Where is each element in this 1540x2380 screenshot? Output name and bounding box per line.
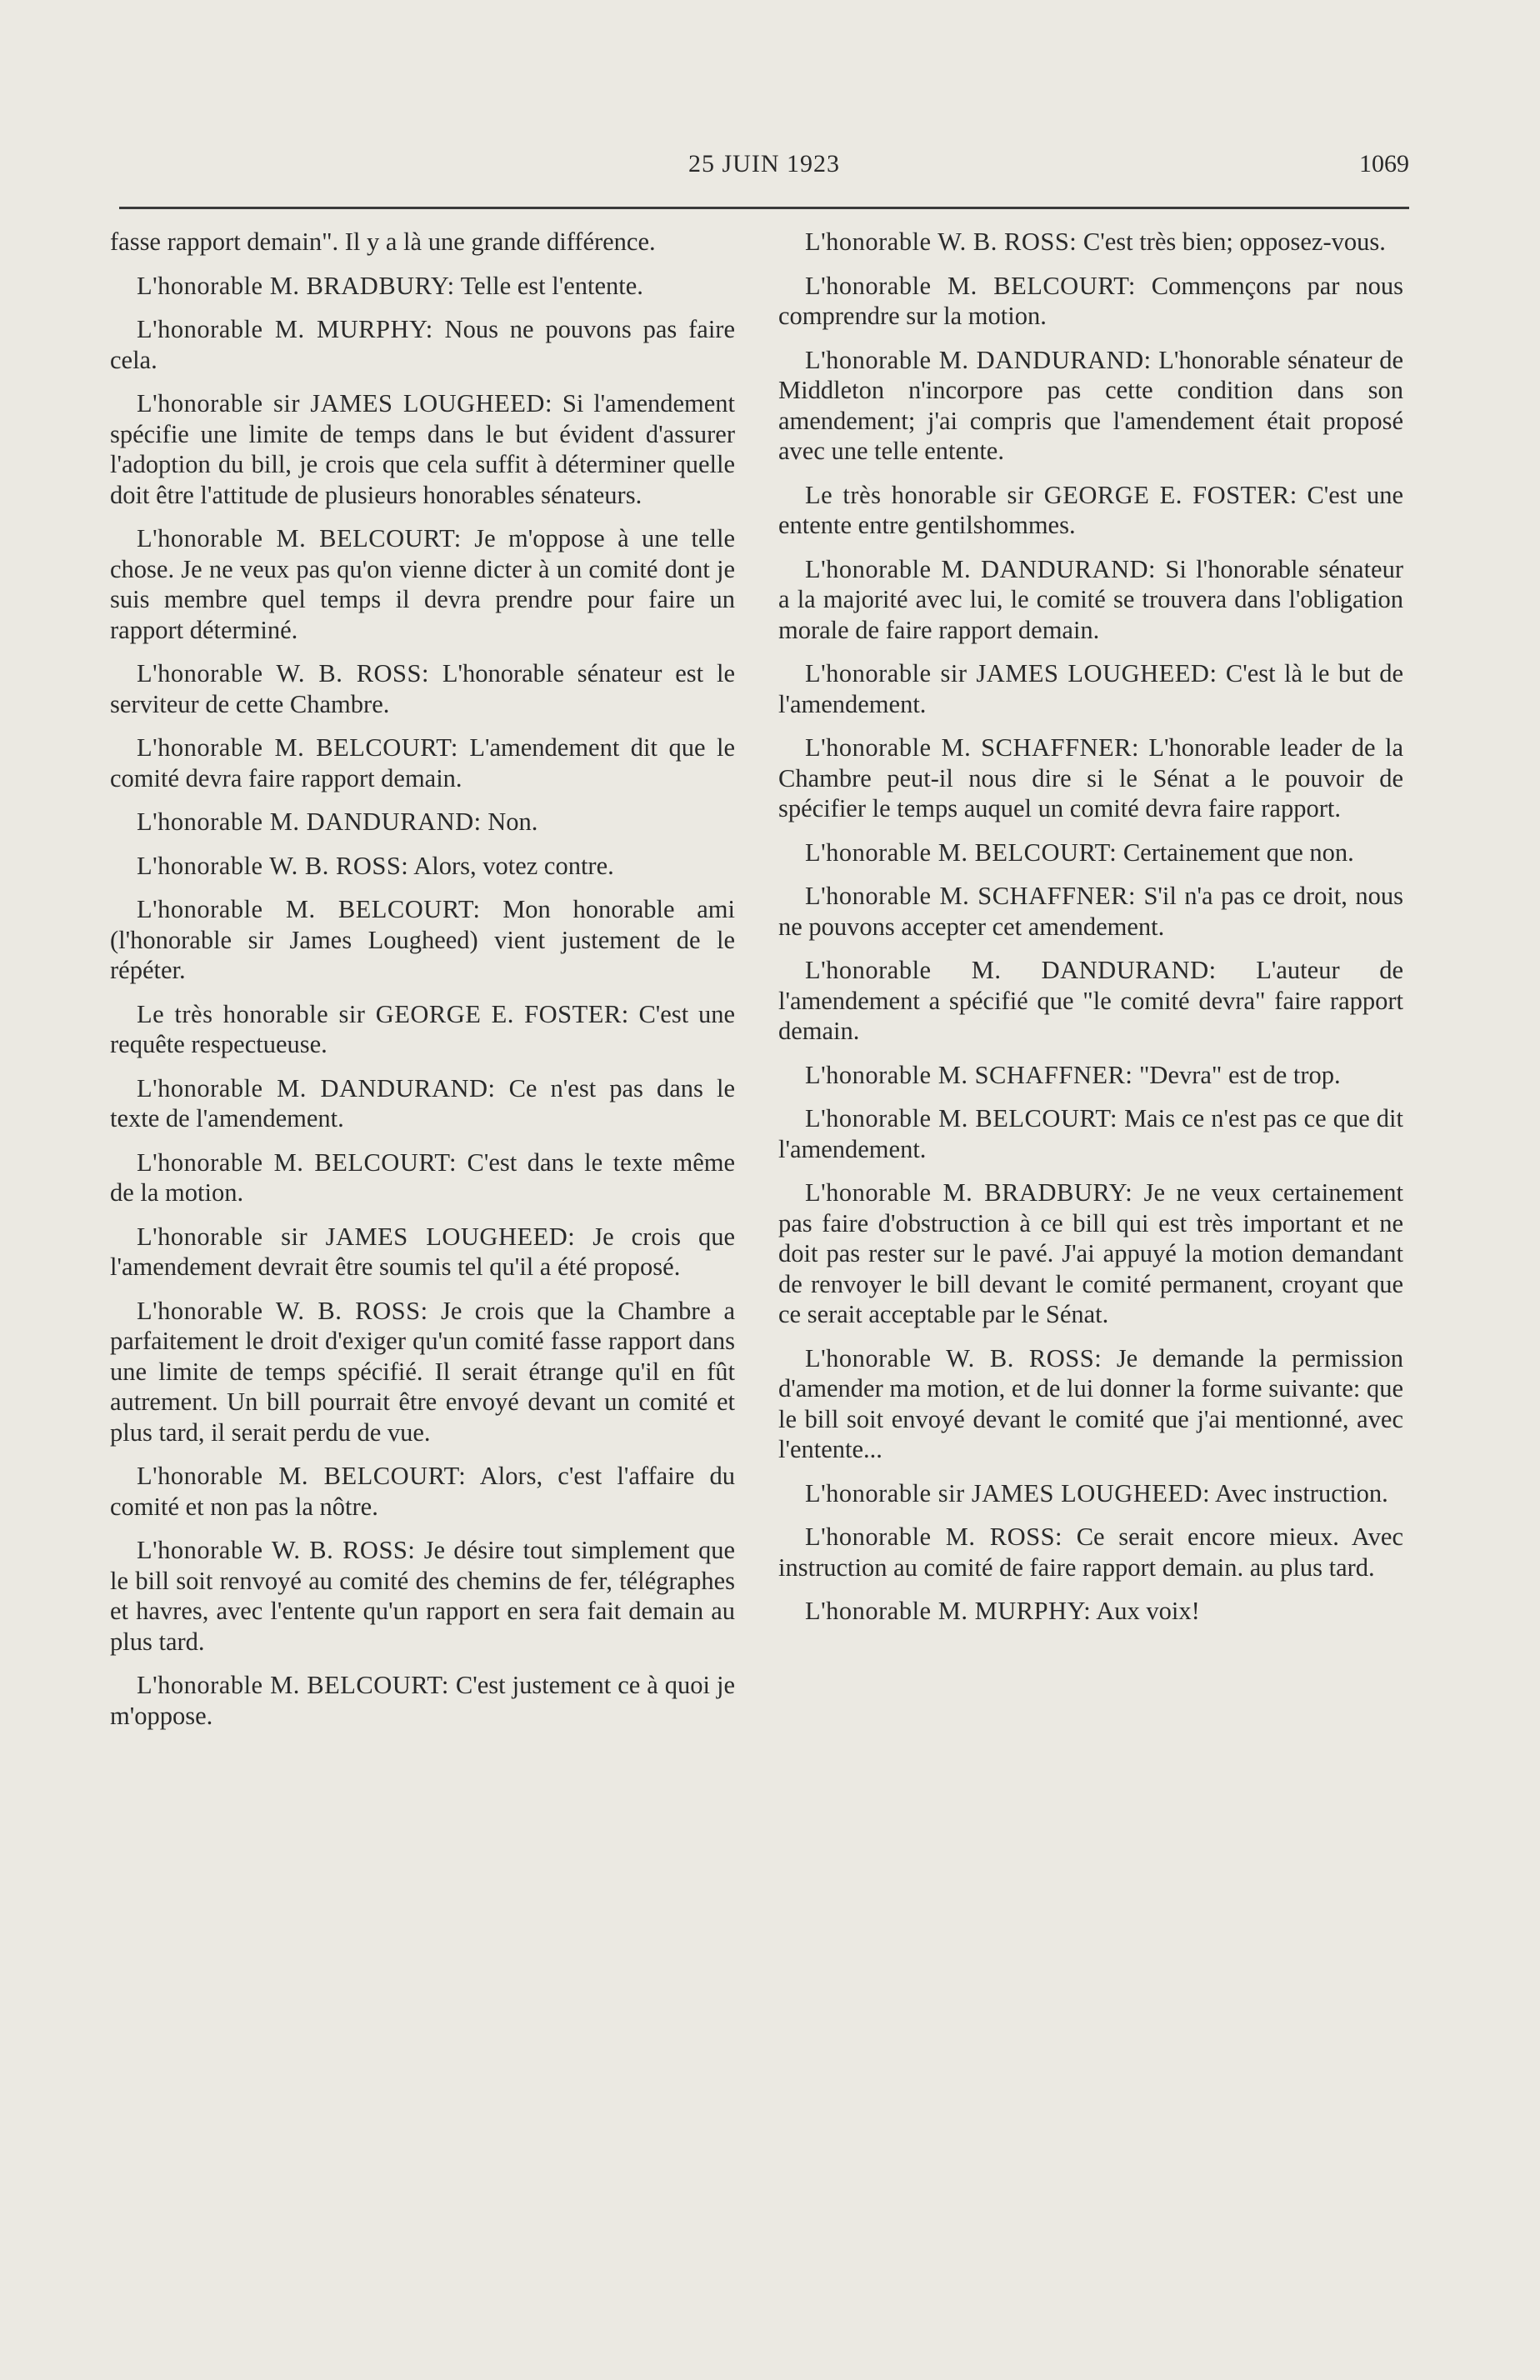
speech-text: S'il n'a pas ce droit, nous ne pouvons accepter cet amendement. <box>778 882 1403 941</box>
paragraph <box>110 1461 735 1522</box>
speaker-name: L'honorable W. B. ROSS: <box>805 1343 1102 1372</box>
page-number: 1069 <box>1359 150 1409 178</box>
speaker-name: L'honorable W. B. ROSS: <box>137 1296 428 1325</box>
speech-text: Je m'oppose à une telle chose. Je ne veux pas qu'on vienne dicter à un comité dont je suis membre quel temps il devra prendre pour faire un rapport déterminé. <box>110 524 735 644</box>
speaker-name: L'honorable M. DANDURAND: <box>137 1073 496 1102</box>
paragraph <box>110 314 735 375</box>
right-column <box>778 227 1403 1640</box>
speech-text: Si l'amendement spécifie une limite de temps dans le but évident d'assurer l'adoption du bill, je crois que cela suffit à déterminer quelle doit être l'attitude de plusieurs honorables sénateurs. <box>110 389 736 509</box>
speech-text: L'honorable leader de la Chambre peut-il nous dire si le Sénat a le pouvoir de spécifier le temps auquel un comité devra faire rapport. <box>778 733 1403 822</box>
paragraph <box>778 881 1403 942</box>
speech-text: Mon honorable ami (l'honorable sir James Lougheed) vient justement de le répéter. <box>110 895 735 984</box>
speech-text: L'amendement dit que le comité devra faire rapport demain. <box>110 733 735 792</box>
paragraph <box>778 1596 1403 1627</box>
speaker-name: L'honorable M. BELCOURT: <box>805 271 1136 300</box>
speech-text: C'est là le but de l'amendement. <box>778 659 1404 718</box>
speaker-name: L'honorable M. SCHAFFNER: <box>805 882 1136 910</box>
speaker-name: L'honorable W. B. ROSS: <box>137 851 409 880</box>
speaker-name: L'honorable M. BELCOURT: <box>137 1462 467 1490</box>
speaker-name: L'honorable M. DANDURAND: <box>137 808 482 836</box>
speaker-name: L'honorable M. BRADBURY: <box>137 271 455 300</box>
paragraph <box>110 732 735 793</box>
header-rule <box>119 207 1409 209</box>
paragraph <box>110 851 735 882</box>
speaker-name: L'honorable sir JAMES LOUGHEED: <box>805 659 1218 688</box>
paragraph <box>110 1535 735 1657</box>
speech-text: C'est justement ce à quoi je m'oppose. <box>110 1671 736 1730</box>
speech-text: Je crois que l'amendement devrait être soumis tel qu'il a été proposé. <box>110 1222 736 1281</box>
speaker-name: L'honorable M. DANDURAND: <box>805 345 1152 374</box>
speech-text: Nous ne pouvons pas faire cela. <box>110 315 735 374</box>
speaker-name: L'honorable M. BELCOURT: <box>137 733 458 762</box>
paragraph <box>110 658 735 719</box>
speaker-name: L'honorable W. B. ROSS: <box>137 1536 416 1564</box>
speech-text: Mais ce n'est pas ce que dit l'amendement. <box>778 1104 1403 1163</box>
speech-text: Ce serait encore mieux. Avec instruction au comité de faire rapport demain. au plus tard. <box>778 1522 1403 1582</box>
speech-text: Je demande la permission d'amender ma motion, et de lui donner la forme suivante: que le bill soit envoyé devant le comité que j'ai mentionné, avec l'entente... <box>778 1343 1403 1463</box>
speech-text: Ce n'est pas dans le texte de l'amendement. <box>110 1073 735 1132</box>
speaker-name: L'honorable M. BELCOURT: <box>805 838 1118 867</box>
paragraph <box>110 1222 735 1282</box>
paragraph <box>778 658 1403 719</box>
paragraph <box>110 1073 735 1134</box>
speech-text: Alors, votez contre. <box>413 851 614 880</box>
paragraph <box>778 838 1403 868</box>
paragraph <box>778 1478 1403 1509</box>
paragraph <box>778 227 1403 258</box>
speaker-name: L'honorable sir JAMES LOUGHEED: <box>805 1478 1211 1508</box>
paragraph <box>110 1670 735 1731</box>
left-column <box>110 227 735 1744</box>
speaker-name: L'honorable M. BELCOURT: <box>137 895 481 923</box>
speech-text: Commençons par nous comprendre sur la motion. <box>778 271 1403 330</box>
speech-text: L'auteur de l'amendement a spécifié que "le comité devra" faire rapport demain. <box>778 956 1404 1045</box>
speaker-name: L'honorable M. DANDURAND: <box>805 554 1157 583</box>
paragraph <box>778 1103 1403 1164</box>
speaker-name: L'honorable M. BELCOURT: <box>137 1148 457 1177</box>
speaker-name: L'honorable M. DANDURAND: <box>805 956 1217 984</box>
paragraph <box>778 345 1403 467</box>
speaker-name: L'honorable M. SCHAFFNER: <box>805 1060 1133 1089</box>
speaker-name: L'honorable M. MURPHY: <box>805 1597 1092 1625</box>
paragraph <box>110 999 735 1060</box>
speech-text: Je crois que la Chambre a parfaitement le droit d'exiger qu'un comité fasse rapport dans une limite de temps spécifié. Il serait étrange qu'il en fût autrement. Un bill pourrait être envoyé devant un comité et plus tard, il serait perdu de vue. <box>110 1296 735 1447</box>
speaker-name: L'honorable M. BELCOURT: <box>137 1671 449 1699</box>
speech-text: Certainement que non. <box>1122 838 1354 867</box>
speaker-name: L'honorable M. BELCOURT: <box>137 524 462 552</box>
speaker-name: Le très honorable sir GEORGE E. FOSTER: <box>137 999 629 1028</box>
speaker-name: L'honorable M. ROSS: <box>805 1522 1063 1551</box>
speech-text: C'est dans le texte même de la motion. <box>110 1148 736 1207</box>
paragraph <box>778 271 1403 332</box>
speaker-name: Le très honorable sir GEORGE E. FOSTER: <box>805 480 1298 509</box>
speech-text: Aux voix! <box>1096 1597 1200 1625</box>
paragraph <box>110 1148 735 1208</box>
speech-text: C'est une entente entre gentilshommes. <box>778 480 1403 539</box>
speech-text: "Devra" est de trop. <box>1138 1060 1341 1089</box>
speech-text: Si l'honorable sénateur a la majorité avec lui, le comité se trouvera dans l'obligation morale de faire rapport demain. <box>778 554 1403 644</box>
paragraph <box>110 523 735 645</box>
paragraph <box>778 1522 1403 1582</box>
speaker-name: L'honorable sir JAMES LOUGHEED: <box>137 1222 576 1251</box>
speech-text: Je ne veux certainement pas faire d'obstruction à ce bill qui est très important et ne doit pas rester sur le pavé. J'ai appuyé la motion demandant de renvoyer le bill devant le comité permanent, croyant que ce serait acceptable par le Sénat. <box>778 1178 1403 1328</box>
paragraph <box>110 807 735 838</box>
speech-text: fasse rapport demain". Il y a là une grande différence. <box>110 228 656 256</box>
paragraph <box>778 732 1403 824</box>
speech-text: C'est une requête respectueuse. <box>110 999 735 1058</box>
page-header <box>119 150 1409 187</box>
speaker-name: L'honorable M. BELCOURT: <box>805 1104 1118 1132</box>
paragraph <box>778 554 1403 646</box>
speech-text: L'honorable sénateur de Middleton n'incorpore pas cette condition dans son amendement; j'ai compris que l'amendement était proposé avec une telle entente. <box>778 345 1404 465</box>
speaker-name: L'honorable M. BRADBURY: <box>805 1178 1133 1207</box>
header-date: 25 JUIN 1923 <box>688 150 840 178</box>
paragraph <box>110 388 735 510</box>
speaker-name: L'honorable M. MURPHY: <box>137 315 433 343</box>
paragraph <box>110 227 735 258</box>
paragraph <box>110 894 735 986</box>
paragraph <box>110 1296 735 1448</box>
paragraph <box>778 1343 1403 1465</box>
speech-text: Je désire tout simplement que le bill soit renvoyé au comité des chemins de fer, télégraphes et havres, avec l'entente qu'un rapport en sera fait demain au plus tard. <box>110 1536 736 1656</box>
speech-text: Alors, c'est l'affaire du comité et non pas la nôtre. <box>110 1462 735 1521</box>
speaker-name: L'honorable sir JAMES LOUGHEED: <box>137 389 552 418</box>
speech-text: C'est très bien; opposez-vous. <box>1082 228 1386 256</box>
speech-text: Avec instruction. <box>1215 1478 1388 1508</box>
speaker-name: L'honorable M. SCHAFFNER: <box>805 733 1139 762</box>
speech-text: Non. <box>488 808 538 836</box>
paragraph <box>778 480 1403 541</box>
paragraph <box>110 271 735 302</box>
speaker-name: L'honorable W. B. ROSS: <box>805 228 1078 256</box>
paragraph <box>778 1060 1403 1091</box>
speech-text: Telle est l'entente. <box>460 271 643 300</box>
paragraph <box>778 1178 1403 1330</box>
speaker-name: L'honorable W. B. ROSS: <box>137 659 429 688</box>
paragraph <box>778 955 1403 1047</box>
speech-text: L'honorable sénateur est le serviteur de cette Chambre. <box>110 659 735 718</box>
